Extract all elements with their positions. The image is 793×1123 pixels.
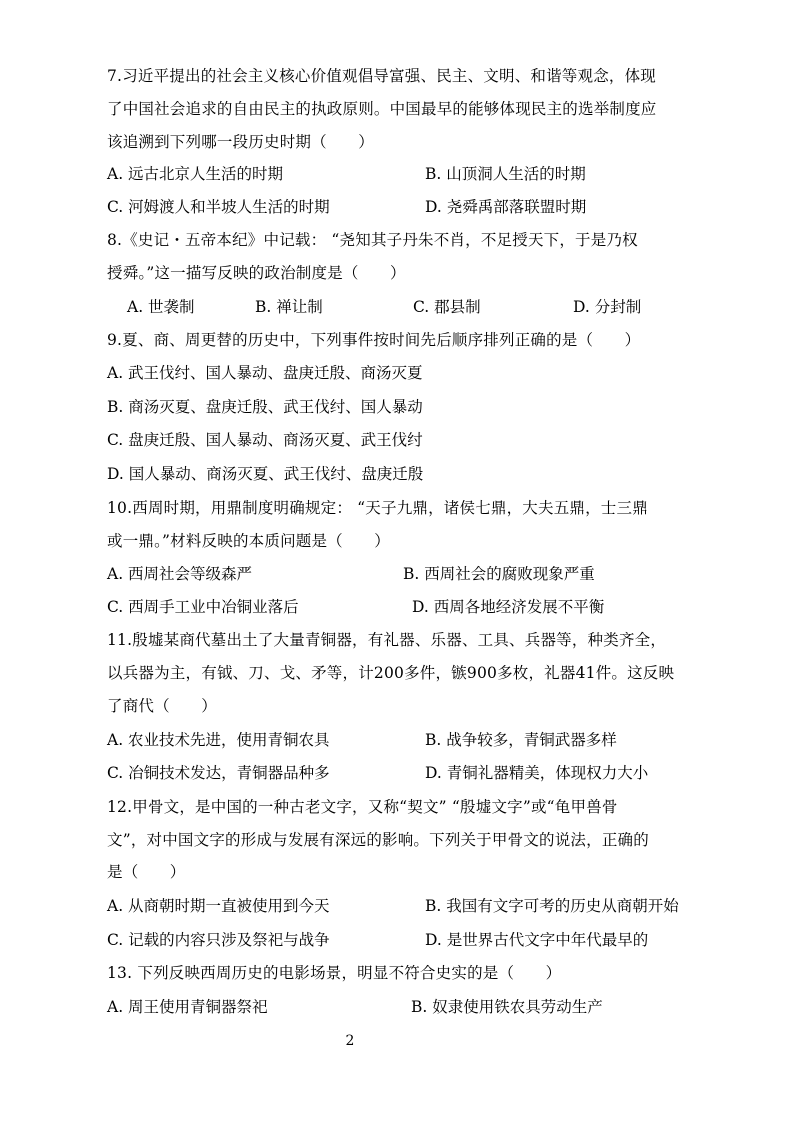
q12-option-a: A. 从商朝时期一直被使用到今天 — [107, 897, 330, 915]
q11-option-d: D. 青铜礼器精美，体现权力大小 — [425, 764, 649, 782]
q8-stem-line-1: 8.《史记・五帝本纪》中记载： “尧知其子丹朱不肖，不足授天下，于是乃权 — [107, 231, 638, 249]
q9-option-a: A. 武王伐纣、国人暴动、盘庚迁殷、商汤灭夏 — [107, 364, 423, 382]
q7-option-b: B. 山顶洞人生活的时期 — [425, 165, 586, 183]
page-number: 2 — [345, 1033, 355, 1049]
q8-option-a: A. 世袭制 — [127, 298, 195, 316]
q10-stem-line-2: 或一鼎。”材料反映的本质问题是（ ） — [107, 532, 390, 550]
q8-option-b: B. 禅让制 — [255, 298, 323, 316]
q7-option-a: A. 远古北京人生活的时期 — [107, 165, 284, 183]
q12-option-b: B. 我国有文字可考的历史从商朝开始 — [425, 897, 679, 915]
q12-stem-line-3: 是（ ） — [107, 863, 186, 881]
q11-stem-line-3: 了商代（ ） — [107, 697, 217, 715]
q11-option-a: A. 农业技术先进，使用青铜农具 — [107, 731, 330, 749]
q9-option-d: D. 国人暴动、商汤灭夏、武王伐纣、盘庚迁殷 — [107, 465, 424, 483]
q11-option-c: C. 冶铜技术发达，青铜器品种多 — [107, 764, 330, 782]
q10-option-c: C. 西周手工业中冶铜业落后 — [107, 598, 299, 616]
q13-stem-line-1: 13. 下列反映西周历史的电影场景，明显不符合史实的是（ ） — [107, 964, 562, 982]
q12-stem-line-1: 12.甲骨文，是中国的一种古老文字，又称“契文” “殷墟文字”或“龟甲兽骨 — [107, 798, 618, 816]
q12-stem-line-2: 文”，对中国文字的形成与发展有深远的影响。下列关于甲骨文的说法，正确的 — [107, 831, 649, 849]
q11-stem-line-1: 11.殷墟某商代墓出土了大量青铜器，有礼器、乐器、工具、兵器等，种类齐全， — [107, 631, 667, 649]
q7-stem-line-2: 了中国社会追求的自由民主的执政原则。中国最早的能够体现民主的选举制度应 — [107, 100, 657, 118]
q11-stem-line-2: 以兵器为主，有钺、刀、戈、矛等，计200多件，镞900多枚，礼器41件。这反映 — [107, 664, 675, 682]
q8-option-c: C. 郡县制 — [413, 298, 481, 316]
q7-option-c: C. 河姆渡人和半坡人生活的时期 — [107, 198, 330, 216]
q8-stem-line-2: 授舜。”这一描写反映的政治制度是（ ） — [107, 264, 406, 282]
q9-option-c: C. 盘庚迁殷、国人暴动、商汤灭夏、武王伐纣 — [107, 431, 423, 449]
q9-stem-line-1: 9.夏、商、周更替的历史中，下列事件按时间先后顺序排列正确的是（ ） — [107, 331, 641, 349]
q7-stem-line-1: 7.习近平提出的社会主义核心价值观倡导富强、民主、文明、和谐等观念，体现 — [107, 67, 656, 85]
q11-option-b: B. 战争较多，青铜武器多样 — [425, 731, 617, 749]
q9-option-b: B. 商汤灭夏、盘庚迁殷、武王伐纣、国人暴动 — [107, 398, 423, 416]
q8-option-d: D. 分封制 — [573, 298, 642, 316]
q12-option-d: D. 是世界古代文字中年代最早的 — [425, 931, 649, 949]
q10-option-d: D. 西周各地经济发展不平衡 — [412, 598, 605, 616]
q7-option-d: D. 尧舜禹部落联盟时期 — [425, 198, 587, 216]
q10-stem-line-1: 10.西周时期，用鼎制度明确规定： “天子九鼎，诸侯七鼎，大夫五鼎，士三鼎 — [107, 499, 648, 517]
q12-option-c: C. 记载的内容只涉及祭祀与战争 — [107, 931, 330, 949]
q7-stem-line-3: 该追溯到下列哪一段历史时期（ ） — [107, 133, 374, 151]
q10-option-b: B. 西周社会的腐败现象严重 — [403, 565, 595, 583]
q10-option-a: A. 西周社会等级森严 — [107, 565, 253, 583]
q13-option-a: A. 周王使用青铜器祭祀 — [107, 998, 268, 1016]
q13-option-b: B. 奴隶使用铁农具劳动生产 — [411, 998, 603, 1016]
